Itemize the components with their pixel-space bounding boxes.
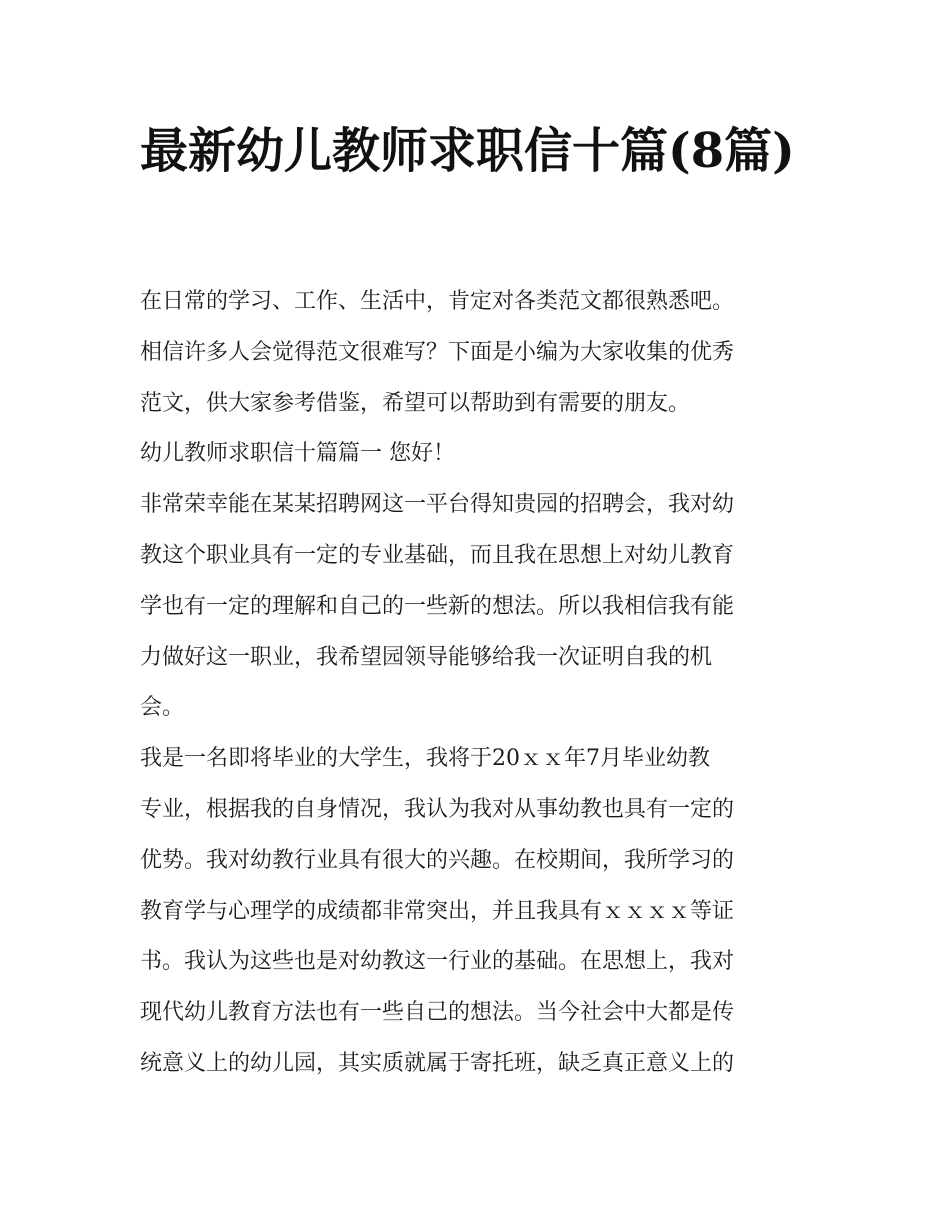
body-line: 教这个职业具有一定的专业基础，而且我在思想上对幼儿教育 <box>140 542 735 568</box>
body-line: 相信许多人会觉得范文很难写？下面是小编为大家收集的优秀 <box>140 339 735 365</box>
body-line: 优势。我对幼教行业具有很大的兴趣。在校期间，我所学习的 <box>140 847 735 873</box>
document-body <box>140 277 815 1090</box>
body-line: 教育学与心理学的成绩都非常突出，并且我具有ｘｘｘｘ等证 <box>140 898 735 924</box>
body-line: 统意义上的幼儿园，其实质就属于寄托班，缺乏真正意义上的 <box>140 1050 735 1076</box>
body-line: 幼儿教师求职信十篇篇一 您好！ <box>140 441 455 467</box>
body-line: 书。我认为这些也是对幼教这一行业的基础。在思想上，我对 <box>140 949 735 975</box>
body-line: 会。 <box>140 695 185 721</box>
body-line: 非常荣幸能在某某招聘网这一平台得知贵园的招聘会，我对幼 <box>140 492 735 518</box>
body-line: 现代幼儿教育方法也有一些自己的想法。当今社会中大都是传 <box>140 1000 735 1026</box>
body-line: 力做好这一职业，我希望园领导能够给我一次证明自我的机 <box>140 644 713 670</box>
document-title: 最新幼儿教师求职信十篇(8篇) <box>140 123 795 179</box>
body-line: 我是一名即将毕业的大学生，我将于20ｘｘ年7月毕业幼教 <box>140 746 710 772</box>
body-line: 范文，供大家参考借鉴，希望可以帮助到有需要的朋友。 <box>140 390 691 416</box>
body-line: 学也有一定的理解和自己的一些新的想法。所以我相信我有能 <box>140 593 735 619</box>
body-line: 在日常的学习、工作、生活中，肯定对各类范文都很熟悉吧。 <box>140 289 735 314</box>
body-line: 专业，根据我的自身情况，我认为我对从事幼教也具有一定的 <box>140 796 735 822</box>
